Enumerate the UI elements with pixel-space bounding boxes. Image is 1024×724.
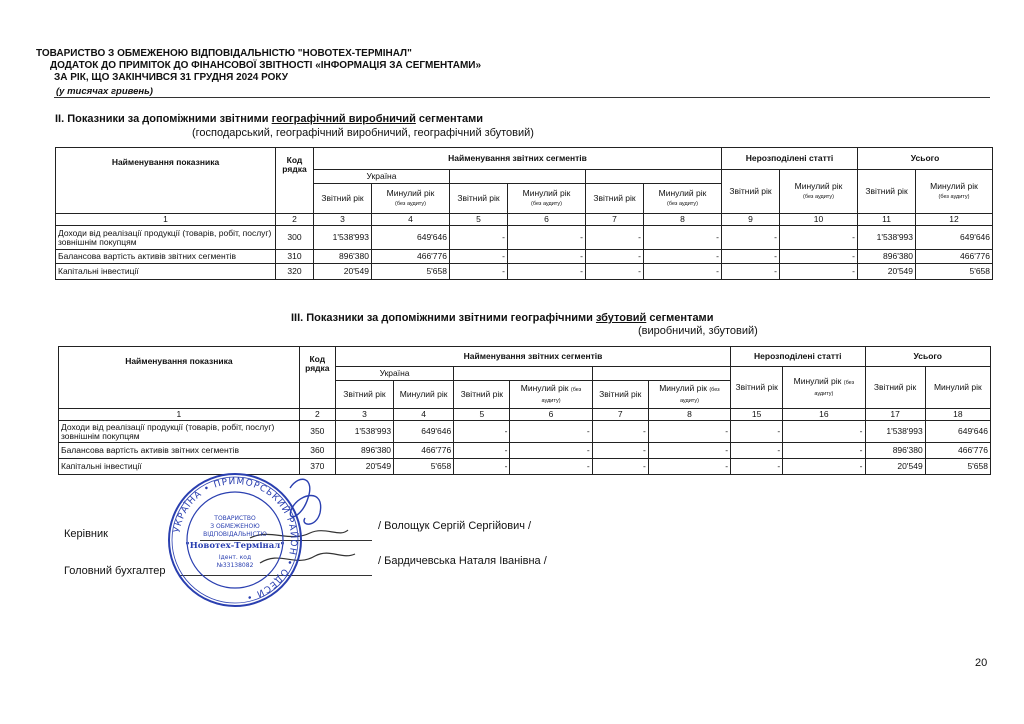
director-label: Керівник [64, 528, 108, 540]
col-prior-year: Минулий рік (без аудиту) [510, 381, 592, 409]
col-prior-year: Минулий рік (без аудиту) [783, 367, 865, 409]
document-title: ДОДАТОК ДО ПРИМІТОК ДО ФІНАНСОВОЇ ЗВІТНОСТІ «ІНФОРМАЦІЯ ЗА СЕГМЕНТАМИ» [50, 60, 482, 71]
col-prior-year: Минулий рік (без аудиту) [780, 170, 858, 214]
accountant-name: / Бардичевська Наталя Іванівна / [378, 555, 547, 567]
table-row: Балансова вартість активів звітних сегментів 360 896'380 466'776 - - - - - - 896'380 466'776 [59, 443, 991, 459]
section3-table [58, 346, 991, 475]
col-current-year: Звітний рік [450, 184, 508, 214]
col-code-header: Код рядка [276, 148, 314, 214]
accountant-label: Головний бухгалтер [64, 565, 166, 577]
table-row: Капітальні інвестиції 370 20'549 5'658 - - - - - - 20'549 5'658 [59, 459, 991, 475]
section3-title: ІІІ. Показники за допоміжними звітними географічними збутовий сегментами [291, 312, 714, 324]
col-current-year: Звітний рік [858, 170, 916, 214]
col-current-year: Звітний рік [586, 184, 644, 214]
unallocated-header: Нерозподілені статті [722, 148, 858, 170]
col-current-year: Звітний рік [454, 381, 510, 409]
segments-header: Найменування звітних сегментів [335, 347, 730, 367]
svg-text:"Новотех-Термінал": "Новотех-Термінал" [185, 541, 285, 551]
col-prior-year: Минулий рік [925, 367, 990, 409]
col-prior-year: Минулий рік (без аудиту) [648, 381, 730, 409]
svg-text:ВІДПОВІДАЛЬНІСТЮ: ВІДПОВІДАЛЬНІСТЮ [203, 531, 267, 538]
segment-ukraine-header: Україна [314, 170, 450, 184]
director-name: / Волощук Сергій Сергійович / [378, 520, 532, 532]
col-prior-year: Минулий рік (без аудиту) [508, 184, 586, 214]
svg-text:УКРАЇНА • ПРИМОРСЬКИЙ РАЙОН •: УКРАЇНА • ПРИМОРСЬКИЙ РАЙОН • ОДЕСИ • [172, 476, 299, 602]
col-current-year: Звітний рік [335, 381, 393, 409]
col-current-year: Звітний рік [865, 367, 925, 409]
table-row: Балансова вартість активів звітних сегментів 310 896'380 466'776 - - - - - - 896'380 466'776 [56, 250, 993, 264]
company-stamp [165, 470, 305, 610]
segment-ukraine-header: Україна [335, 367, 453, 381]
col-current-year: Звітний рік [722, 170, 780, 214]
col-current-year: Звітний рік [314, 184, 372, 214]
page-number: 20 [975, 657, 988, 669]
period-title: ЗА РІК, ЩО ЗАКІНЧИВСЯ 31 ГРУДНЯ 2024 РОКУ [54, 72, 288, 83]
section2-subtitle: (господарський, географічний виробничий, географічний збутовий) [192, 127, 534, 139]
total-header: Усього [865, 347, 991, 367]
col-prior-year: Минулий рік [394, 381, 454, 409]
company-name: ТОВАРИСТВО З ОБМЕЖЕНОЮ ВІДПОВІДАЛЬНІСТЮ "НОВОТЕХ-ТЕРМІНАЛ" [36, 48, 412, 59]
col-current-year: Звітний рік [592, 381, 648, 409]
column-numbers-row: 1 2 3 4 5 6 7 8 9 10 11 12 [56, 214, 993, 226]
section3-subtitle: (виробничий, збутовий) [638, 325, 758, 337]
svg-text:ТОВАРИСТВО: ТОВАРИСТВО [214, 515, 256, 522]
column-numbers-row: 1 2 3 4 5 6 7 8 15 16 17 18 [59, 409, 991, 421]
total-header: Усього [858, 148, 993, 170]
col-current-year: Звітний рік [731, 367, 783, 409]
svg-text:№33138082: №33138082 [216, 562, 254, 569]
col-name-header: Найменування показника [59, 347, 300, 409]
header-rule [54, 97, 990, 98]
col-prior-year: Минулий рік (без аудиту) [644, 184, 722, 214]
svg-text:Ідент. код: Ідент. код [218, 554, 252, 561]
segments-header: Найменування звітних сегментів [314, 148, 722, 170]
col-name-header: Найменування показника [56, 148, 276, 214]
col-code-header: Код рядка [299, 347, 335, 409]
col-prior-year: Минулий рік (без аудиту) [916, 170, 993, 214]
table-row: Доходи від реалізації продукції (товарів, робіт, послуг) зовнішнім покупцям 350 1'538'993 649'646 - - - - - - 1'538'993 649'646 [59, 421, 991, 443]
svg-text:З ОБМЕЖЕНОЮ: З ОБМЕЖЕНОЮ [210, 523, 260, 530]
section2-table [55, 147, 993, 280]
unallocated-header: Нерозподілені статті [731, 347, 865, 367]
col-prior-year: Минулий рік (без аудиту) [372, 184, 450, 214]
units-note: (у тисячах гривень) [56, 86, 153, 97]
table-row: Доходи від реалізації продукції (товарів, робіт, послуг) зовнішнім покупцям 300 1'538'993 649'646 - - - - - - 1'538'993 649'646 [56, 226, 993, 250]
table-row: Капітальні інвестиції 320 20'549 5'658 - - - - - - 20'549 5'658 [56, 264, 993, 280]
section2-title: ІІ. Показники за допоміжними звітними географічний виробничий сегментами [55, 113, 484, 125]
